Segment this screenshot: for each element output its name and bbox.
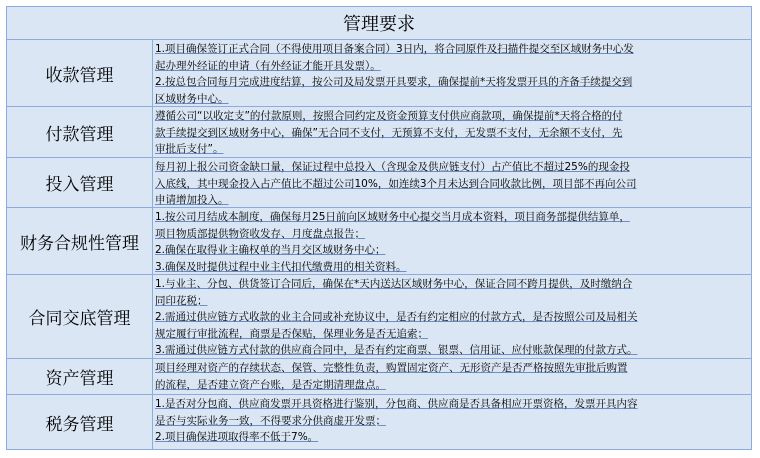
content-line: 区域财务中心。 — [155, 92, 229, 105]
row-content — [153, 359, 751, 394]
table-row-tax — [7, 395, 751, 449]
row-label: 投入管理 — [7, 158, 153, 207]
content-line: 审批后支付”。 — [155, 143, 224, 155]
content-line: 3.需通过供应链方式付款的供应商合同中，是否有约定商票、银票、信用证、应付账款保理的付款方式。 — [155, 344, 638, 356]
table-row-collection — [7, 40, 751, 106]
row-label: 资产管理 — [7, 359, 153, 394]
content-line: 1.是否对分包商、供应商发票开具资格进行鉴别，分包商、供应商是否具备相应开票资格，发票开具内容 — [155, 398, 638, 410]
content-line: 规定履行审批流程，商票是否保贴，保理业务是否无追索； — [155, 327, 428, 340]
content-line: 2.确保在取得业主确权单的当月交区域财务中心； — [155, 244, 386, 256]
row-label: 付款管理 — [7, 107, 153, 157]
management-requirements-table — [6, 6, 752, 450]
content-line: 款手续提交到区域财务中心，确保”无合同不支付，无预算不支付，无发票不支付，无余额不支付，先 — [155, 126, 623, 139]
table-row-compliance — [7, 208, 751, 274]
row-label: 收款管理 — [7, 40, 153, 106]
content-line: 1.项目确保签订正式合同（不得使用项目备案合同）3日内，将合同原件及扫描件提交至区域财务中心发 — [155, 43, 634, 55]
content-line: 起办理外经证的申请（有外经证才能开具发票）。 — [155, 59, 381, 72]
content-line: 的流程，是否建立资产台账，是否定期清理盘点。 — [155, 378, 386, 391]
row-label: 税务管理 — [7, 395, 153, 449]
content-line: 2.项目确保进项取得率不低于7%。 — [155, 431, 319, 443]
content-line: 同印花税； — [155, 294, 208, 307]
table-row-investment — [7, 158, 751, 207]
content-line: 项目物质部提供物资收发存、月度盘点报告； — [155, 227, 365, 240]
content-line: 1.按公司月结成本制度，确保每月25日前向区域财务中心提交当月成本资料，项目商务部提供结算单， — [155, 211, 630, 223]
content-line: 是否与实际业务一致，不得要求分供商虚开发票； — [155, 414, 386, 427]
table-row-assets — [7, 359, 751, 394]
row-content — [153, 158, 751, 207]
content-line: 3.确保及时提供过程中业主代扣代缴费用的相关资料。 — [155, 260, 407, 273]
row-label: 财务合规性管理 — [7, 208, 153, 274]
content-line: 1.与业主、分包、供货签订合同后，确保在*天内送达区域财务中心，保证合同不跨月提供，及时缴纳合 — [155, 278, 633, 290]
table-title: 管理要求 — [7, 7, 751, 40]
row-content — [153, 40, 751, 106]
content-line: 入底线，其中现金投入占产值比不超过公司10%，如连续3个月未达到合同收款比例，项目部不再向公司 — [155, 177, 637, 190]
content-line: 2.按总包合同每月完成进度结算，按公司及局发票开具要求，确保提前*天将发票开具的齐备手续提交到 — [155, 76, 633, 88]
row-content — [153, 208, 751, 274]
content-line: 每月初上报公司资金缺口量，保证过程中总投入（含现金及供应链支付）占产值比不超过25%的现金投 — [155, 161, 630, 173]
row-content — [153, 275, 751, 358]
table-row-payment — [7, 107, 751, 157]
row-content — [153, 107, 751, 157]
content-line: 遵循公司“以收定支”的付款原则，按照合同约定及资金预算支付供应商款项，确保提前*天将合格的付 — [155, 110, 623, 122]
content-line: 项目经理对资产的存续状态、保管、完整性负责，购置固定资产、无形资产是否严格按照先审批后购置 — [155, 362, 628, 374]
content-line: 2.需通过供应链方式收款的业主合同或补充协议中，是否有约定相应的付款方式，是否按照公司及局相关 — [155, 311, 638, 323]
content-line: 申请增加投入。 — [155, 194, 229, 206]
table-row-contract-briefing — [7, 275, 751, 358]
row-content — [153, 395, 751, 449]
row-label: 合同交底管理 — [7, 275, 153, 358]
